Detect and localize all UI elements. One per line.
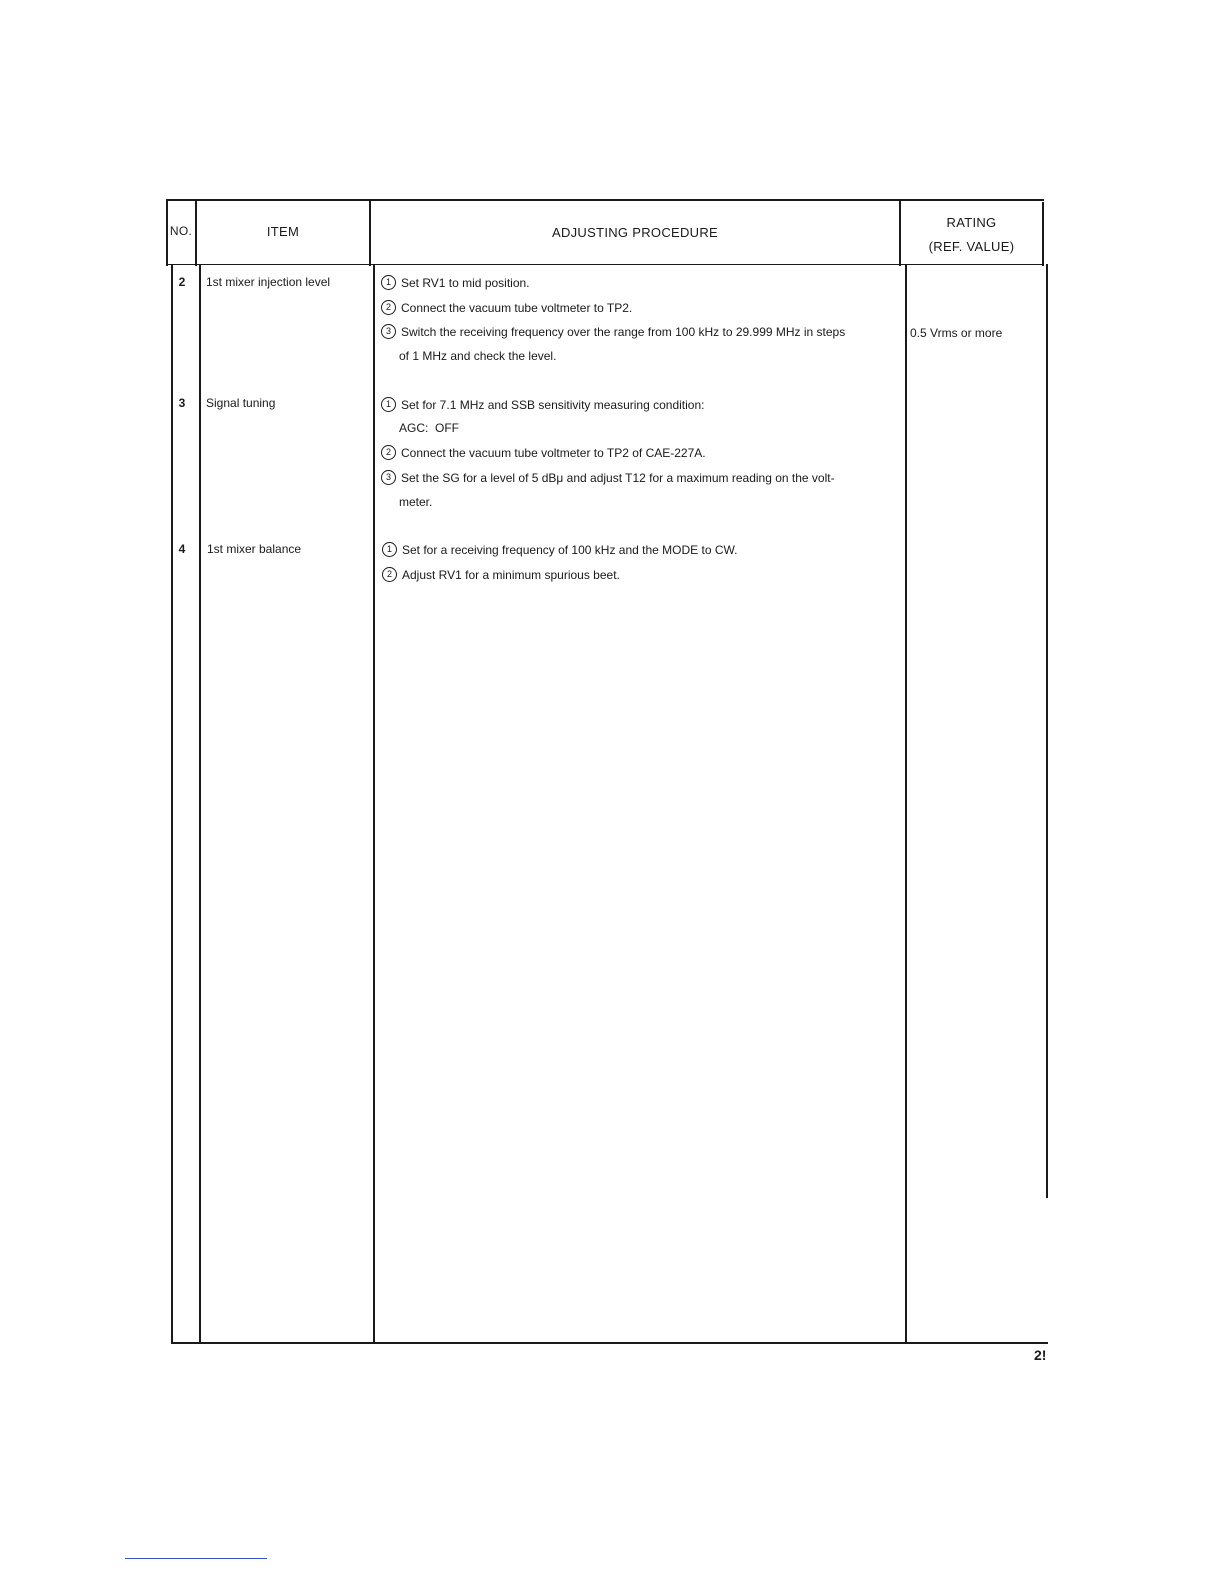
header-rating: RATING (946, 215, 997, 230)
header-ref-value: (REF. VALUE) (928, 239, 1015, 254)
row-item: 1st mixer injection level (206, 275, 331, 289)
header-bottom-border (166, 264, 1044, 265)
table-top-border (166, 199, 1044, 201)
page-number: 2! (1034, 1347, 1046, 1363)
step-continuation: of 1 MHz and check the level. (399, 349, 557, 363)
table-left-border-lower (171, 264, 173, 1344)
step-text: Connect the vacuum tube voltmeter to TP2. (401, 300, 633, 315)
procedure-step (381, 445, 706, 460)
step-text: Set RV1 to mid position. (401, 275, 530, 290)
procedure-step (381, 397, 704, 412)
col-divider-no-item-lower (199, 264, 201, 1344)
row-item: Signal tuning (206, 396, 276, 410)
step-marker: 2 (381, 300, 396, 315)
step-text: Adjust RV1 for a minimum spurious beet. (402, 567, 620, 582)
header-item: ITEM (266, 224, 300, 239)
procedure-step (381, 324, 845, 339)
header-no: NO. (169, 224, 193, 238)
step-marker: 1 (381, 397, 396, 412)
table-right-border (1042, 202, 1044, 266)
row-number: 4 (178, 542, 186, 556)
procedure-step (382, 542, 738, 557)
procedure-step (381, 275, 530, 290)
step-continuation: meter. (399, 495, 433, 509)
step-marker: 2 (381, 445, 396, 460)
procedure-step (382, 567, 620, 582)
step-text: Set the SG for a level of 5 dBμ and adjust T12 for a maximum reading on the volt- (401, 470, 835, 485)
row-item: 1st mixer balance (207, 542, 302, 556)
step-marker: 1 (381, 275, 396, 290)
table-right-border-lower (1046, 264, 1048, 1198)
table-bottom-border (172, 1342, 1048, 1344)
col-divider-procedure-rating-lower (905, 264, 907, 1344)
footer-rule (125, 1558, 267, 1559)
step-sub-line: AGC: OFF (399, 421, 459, 435)
step-text: Connect the vacuum tube voltmeter to TP2 of CAE-227A. (401, 445, 706, 460)
col-divider-procedure-rating (899, 199, 901, 266)
step-text: Set for a receiving frequency of 100 kHz and the MODE to CW. (402, 542, 738, 557)
step-marker: 1 (382, 542, 397, 557)
procedure-step (381, 300, 632, 315)
step-marker: 2 (382, 567, 397, 582)
step-text: Switch the receiving frequency over the range from 100 kHz to 29.999 MHz in steps (401, 324, 846, 339)
row-number: 3 (178, 396, 186, 410)
row-rating: 0.5 Vrms or more (910, 326, 1003, 340)
row-number: 2 (178, 275, 186, 289)
procedure-step (381, 470, 835, 485)
col-divider-item-procedure-lower (373, 264, 375, 1344)
header-procedure: ADJUSTING PROCEDURE (551, 225, 719, 240)
step-marker: 3 (381, 470, 396, 485)
step-marker: 3 (381, 324, 396, 339)
step-text: Set for 7.1 MHz and SSB sensitivity measuring condition: (401, 397, 705, 412)
